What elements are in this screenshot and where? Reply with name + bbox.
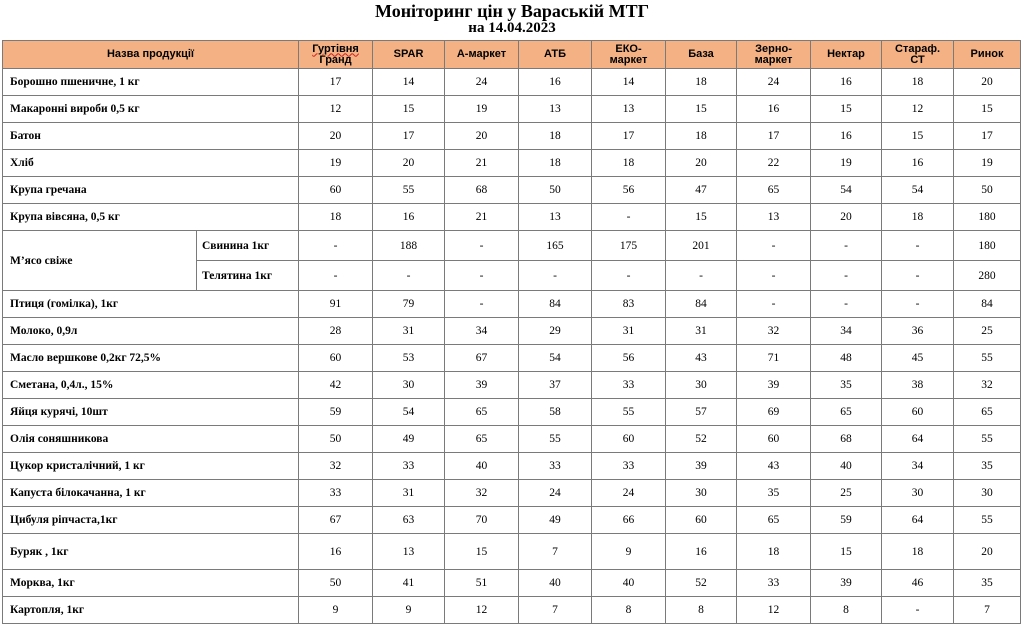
header-store-7: Зерно- маркет [737, 41, 811, 69]
price-cell: 15 [954, 96, 1021, 123]
price-cell: 55 [954, 507, 1021, 534]
price-cell: 18 [882, 204, 954, 231]
price-cell: 280 [954, 261, 1021, 291]
price-cell: 36 [882, 318, 954, 345]
table-row [3, 150, 1021, 177]
price-cell: 50 [299, 426, 373, 453]
price-cell: - [666, 261, 737, 291]
price-cell: 58 [519, 399, 592, 426]
price-cell: 30 [954, 480, 1021, 507]
price-cell: 18 [737, 534, 811, 570]
price-cell: 12 [882, 96, 954, 123]
price-cell: 7 [519, 534, 592, 570]
price-cell: 56 [592, 345, 666, 372]
price-cell: 188 [373, 231, 445, 261]
price-cell: 39 [737, 372, 811, 399]
price-cell: 60 [592, 426, 666, 453]
price-cell: 65 [954, 399, 1021, 426]
product-name: Морква, 1кг [3, 570, 299, 597]
price-cell: 8 [811, 597, 882, 624]
price-cell: - [299, 231, 373, 261]
price-cell: 14 [592, 69, 666, 96]
price-cell: - [882, 291, 954, 318]
price-cell: 180 [954, 231, 1021, 261]
price-cell: 28 [299, 318, 373, 345]
price-cell: 40 [445, 453, 519, 480]
table-row [3, 480, 1021, 507]
price-cell: 18 [666, 123, 737, 150]
price-cell: 13 [592, 96, 666, 123]
price-cell: 40 [811, 453, 882, 480]
price-cell: 57 [666, 399, 737, 426]
price-cell: 34 [882, 453, 954, 480]
price-cell: 43 [737, 453, 811, 480]
price-cell: 18 [666, 69, 737, 96]
price-cell: 60 [737, 426, 811, 453]
price-cell: 19 [299, 150, 373, 177]
price-cell: 33 [373, 453, 445, 480]
price-cell: 91 [299, 291, 373, 318]
price-cell: 15 [666, 204, 737, 231]
price-cell: 84 [519, 291, 592, 318]
price-cell: 70 [445, 507, 519, 534]
price-cell: 60 [666, 507, 737, 534]
price-cell: 34 [445, 318, 519, 345]
product-name: Батон [3, 123, 299, 150]
price-cell: 24 [519, 480, 592, 507]
product-name: Молоко, 0,9л [3, 318, 299, 345]
price-cell: 15 [373, 96, 445, 123]
price-cell: 60 [299, 345, 373, 372]
price-cell: 34 [811, 318, 882, 345]
price-cell: 15 [666, 96, 737, 123]
price-cell: 52 [666, 426, 737, 453]
price-cell: 20 [954, 69, 1021, 96]
price-cell: 33 [519, 453, 592, 480]
price-cell: 50 [519, 177, 592, 204]
product-name: М’ясо свіже [3, 231, 197, 291]
price-cell: 65 [445, 399, 519, 426]
price-cell: 68 [445, 177, 519, 204]
price-cell: 47 [666, 177, 737, 204]
price-cell: 35 [737, 480, 811, 507]
price-cell: 12 [445, 597, 519, 624]
product-name: Хліб [3, 150, 299, 177]
header-store-9: Стараф. СТ [882, 41, 954, 69]
price-cell: 67 [299, 507, 373, 534]
page-subtitle: на 14.04.2023 [468, 20, 556, 36]
price-cell: 17 [373, 123, 445, 150]
product-name: Сметана, 0,4л., 15% [3, 372, 299, 399]
price-cell: 60 [299, 177, 373, 204]
price-cell: - [882, 261, 954, 291]
price-cell: 7 [954, 597, 1021, 624]
price-cell: 55 [373, 177, 445, 204]
price-cell: - [519, 261, 592, 291]
price-cell: 65 [737, 507, 811, 534]
header-product: Назва продукції [3, 41, 299, 69]
price-cell: 15 [811, 96, 882, 123]
price-cell: 50 [299, 570, 373, 597]
price-cell: 201 [666, 231, 737, 261]
price-cell: 18 [882, 534, 954, 570]
price-cell: 16 [519, 69, 592, 96]
price-table [2, 40, 1021, 624]
table-row [3, 177, 1021, 204]
price-cell: - [445, 261, 519, 291]
price-cell: 55 [954, 426, 1021, 453]
price-cell: 15 [811, 534, 882, 570]
header-row [3, 41, 1021, 69]
price-cell: 48 [811, 345, 882, 372]
header-store-10: Ринок [954, 41, 1021, 69]
price-cell: 30 [666, 480, 737, 507]
price-cell: 31 [373, 318, 445, 345]
price-cell: - [811, 231, 882, 261]
product-name: Масло вершкове 0,2кг 72,5% [3, 345, 299, 372]
price-cell: 17 [954, 123, 1021, 150]
price-cell: 175 [592, 231, 666, 261]
price-cell: 15 [445, 534, 519, 570]
price-cell: 17 [592, 123, 666, 150]
price-cell: 16 [882, 150, 954, 177]
price-cell: 64 [882, 426, 954, 453]
product-name: Цукор кристалічний, 1 кг [3, 453, 299, 480]
price-cell: - [737, 231, 811, 261]
price-cell: 35 [811, 372, 882, 399]
price-cell: 22 [737, 150, 811, 177]
price-cell: 16 [299, 534, 373, 570]
price-cell: 19 [445, 96, 519, 123]
price-cell: 16 [811, 69, 882, 96]
price-cell: 165 [519, 231, 592, 261]
price-cell: 17 [299, 69, 373, 96]
price-cell: - [299, 261, 373, 291]
product-subtype: Телятина 1кг [197, 261, 299, 291]
price-cell: 43 [666, 345, 737, 372]
price-cell: 40 [519, 570, 592, 597]
price-cell: 53 [373, 345, 445, 372]
price-cell: 30 [373, 372, 445, 399]
price-cell: 39 [445, 372, 519, 399]
price-cell: 19 [954, 150, 1021, 177]
price-cell: 41 [373, 570, 445, 597]
table-row [3, 570, 1021, 597]
header-store-5: ЕКО- маркет [592, 41, 666, 69]
table-row [3, 231, 1021, 261]
price-cell: - [592, 204, 666, 231]
price-cell: 63 [373, 507, 445, 534]
product-name: Птиця (гомілка), 1кг [3, 291, 299, 318]
price-cell: - [445, 231, 519, 261]
page-title: Моніторинг цін у Вараській МТГ [374, 1, 650, 21]
price-cell: 21 [445, 204, 519, 231]
price-cell: 9 [299, 597, 373, 624]
price-cell: 180 [954, 204, 1021, 231]
header-store-6: База [666, 41, 737, 69]
price-cell: 60 [882, 399, 954, 426]
price-cell: - [445, 291, 519, 318]
header-store-1: Гуртівня Гранд [299, 41, 373, 69]
price-cell: 46 [882, 570, 954, 597]
table-row [3, 453, 1021, 480]
price-cell: 55 [592, 399, 666, 426]
price-cell: 30 [882, 480, 954, 507]
price-cell: 38 [882, 372, 954, 399]
price-cell: 50 [954, 177, 1021, 204]
table-row [3, 345, 1021, 372]
price-cell: 35 [954, 570, 1021, 597]
table-row [3, 507, 1021, 534]
price-cell: 54 [811, 177, 882, 204]
price-cell: 84 [666, 291, 737, 318]
price-cell: 21 [445, 150, 519, 177]
table-row [3, 123, 1021, 150]
price-cell: - [592, 261, 666, 291]
price-cell: 25 [954, 318, 1021, 345]
price-cell: 35 [954, 453, 1021, 480]
price-cell: 8 [666, 597, 737, 624]
price-cell: 24 [592, 480, 666, 507]
product-name: Капуста білокачанна, 1 кг [3, 480, 299, 507]
product-name: Яйця курячі, 10шт [3, 399, 299, 426]
price-cell: 54 [373, 399, 445, 426]
price-cell: 12 [737, 597, 811, 624]
price-cell: 32 [299, 453, 373, 480]
price-cell: 16 [737, 96, 811, 123]
price-cell: 40 [592, 570, 666, 597]
price-cell: 79 [373, 291, 445, 318]
price-cell: - [882, 231, 954, 261]
price-cell: 32 [737, 318, 811, 345]
product-name: Крупа вівсяна, 0,5 кг [3, 204, 299, 231]
table-row [3, 372, 1021, 399]
header-store-4: АТБ [519, 41, 592, 69]
price-cell: 64 [882, 507, 954, 534]
price-cell: 71 [737, 345, 811, 372]
price-cell: 13 [373, 534, 445, 570]
price-cell: 59 [811, 507, 882, 534]
price-cell: 66 [592, 507, 666, 534]
price-cell: 33 [737, 570, 811, 597]
price-cell: 65 [811, 399, 882, 426]
price-cell: 13 [519, 204, 592, 231]
price-cell: 25 [811, 480, 882, 507]
price-cell: 84 [954, 291, 1021, 318]
price-cell: 49 [519, 507, 592, 534]
price-cell: 55 [519, 426, 592, 453]
header-store-2: SPAR [373, 41, 445, 69]
price-cell: - [737, 291, 811, 318]
product-name: Крупа гречана [3, 177, 299, 204]
price-cell: 42 [299, 372, 373, 399]
product-name: Борошно пшеничне, 1 кг [3, 69, 299, 96]
table-row [3, 426, 1021, 453]
price-cell: 18 [592, 150, 666, 177]
price-cell: 13 [737, 204, 811, 231]
price-cell: 18 [519, 123, 592, 150]
product-name: Картопля, 1кг [3, 597, 299, 624]
price-cell: 39 [666, 453, 737, 480]
price-cell: 30 [666, 372, 737, 399]
price-cell: 31 [666, 318, 737, 345]
price-cell: 65 [445, 426, 519, 453]
price-cell: 33 [592, 372, 666, 399]
price-cell: 33 [299, 480, 373, 507]
header-store-8: Нектар [811, 41, 882, 69]
price-cell: 18 [299, 204, 373, 231]
table-row [3, 69, 1021, 96]
price-cell: - [737, 261, 811, 291]
price-cell: 8 [592, 597, 666, 624]
price-cell: - [373, 261, 445, 291]
price-cell: 20 [445, 123, 519, 150]
price-cell: 56 [592, 177, 666, 204]
price-cell: 16 [373, 204, 445, 231]
table-row [3, 96, 1021, 123]
price-cell: 20 [299, 123, 373, 150]
price-cell: 33 [592, 453, 666, 480]
price-cell: - [811, 291, 882, 318]
price-cell: 12 [299, 96, 373, 123]
price-cell: 9 [373, 597, 445, 624]
product-name: Цибуля ріпчаста,1кг [3, 507, 299, 534]
price-cell: 16 [666, 534, 737, 570]
price-cell: 20 [373, 150, 445, 177]
product-name: Буряк , 1кг [3, 534, 299, 570]
price-cell: 15 [882, 123, 954, 150]
header-store-3: А-маркет [445, 41, 519, 69]
price-cell: 14 [373, 69, 445, 96]
table-row [3, 399, 1021, 426]
price-cell: 16 [811, 123, 882, 150]
price-cell: 18 [519, 150, 592, 177]
price-cell: 45 [882, 345, 954, 372]
price-cell: 59 [299, 399, 373, 426]
price-cell: 52 [666, 570, 737, 597]
table-row [3, 534, 1021, 570]
price-cell: 31 [373, 480, 445, 507]
price-cell: 17 [737, 123, 811, 150]
price-cell: 54 [519, 345, 592, 372]
price-cell: 29 [519, 318, 592, 345]
price-cell: 65 [737, 177, 811, 204]
price-cell: 19 [811, 150, 882, 177]
table-row [3, 597, 1021, 624]
price-cell: 20 [811, 204, 882, 231]
price-cell: - [882, 597, 954, 624]
price-cell: 18 [882, 69, 954, 96]
price-cell: 51 [445, 570, 519, 597]
price-cell: 49 [373, 426, 445, 453]
price-cell: 68 [811, 426, 882, 453]
price-cell: 24 [445, 69, 519, 96]
table-row [3, 204, 1021, 231]
price-cell: 9 [592, 534, 666, 570]
price-cell: 20 [666, 150, 737, 177]
price-cell: 37 [519, 372, 592, 399]
price-cell: - [811, 261, 882, 291]
price-cell: 32 [445, 480, 519, 507]
price-cell: 67 [445, 345, 519, 372]
table-row [3, 291, 1021, 318]
product-subtype: Свинина 1кг [197, 231, 299, 261]
product-name: Олія соняшникова [3, 426, 299, 453]
price-cell: 39 [811, 570, 882, 597]
price-cell: 69 [737, 399, 811, 426]
price-cell: 55 [954, 345, 1021, 372]
product-name: Макаронні вироби 0,5 кг [3, 96, 299, 123]
table-row [3, 318, 1021, 345]
price-cell: 20 [954, 534, 1021, 570]
price-cell: 24 [737, 69, 811, 96]
price-cell: 83 [592, 291, 666, 318]
price-cell: 31 [592, 318, 666, 345]
price-cell: 7 [519, 597, 592, 624]
price-cell: 54 [882, 177, 954, 204]
price-cell: 13 [519, 96, 592, 123]
price-cell: 32 [954, 372, 1021, 399]
